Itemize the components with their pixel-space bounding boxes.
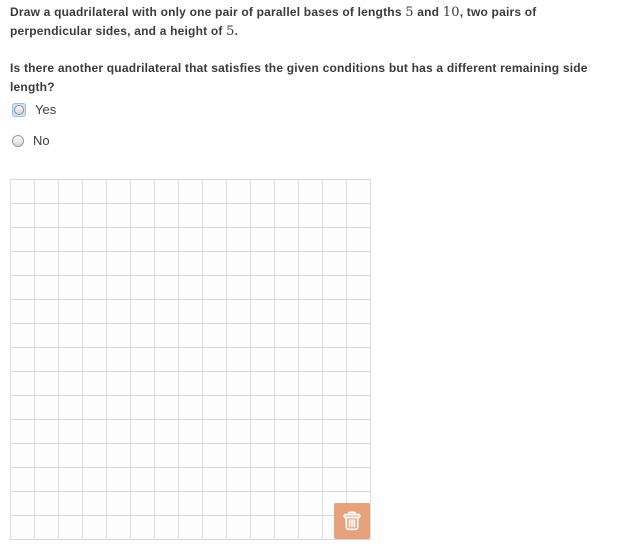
- question-prompt: [10, 3, 618, 41]
- delete-drawing-button[interactable]: [334, 503, 370, 539]
- prompt-text-2: and: [413, 5, 443, 19]
- drawing-grid-canvas[interactable]: [10, 179, 371, 540]
- radio-focus-ring: [12, 103, 26, 117]
- trash-icon: [340, 509, 364, 533]
- prompt-text-1: Draw a quadrilateral with only one pair of parallel bases of lengths: [10, 5, 406, 19]
- question-followup: Is there another quadrilateral that satisfies the given conditions but has a different remaining side length?: [10, 61, 588, 94]
- math-value-height: 5: [226, 24, 235, 39]
- option-label-yes: Yes: [35, 102, 57, 117]
- radio-yes[interactable]: [14, 105, 24, 115]
- prompt-text-4: .: [234, 24, 239, 38]
- option-label-no: No: [33, 133, 50, 148]
- math-value-base2: 10: [442, 5, 460, 20]
- option-row-no[interactable]: [12, 133, 50, 148]
- prompt-text-3: , two pairs of perpendicular sides, and a height of: [10, 5, 537, 38]
- option-row-yes[interactable]: [12, 102, 56, 117]
- radio-no[interactable]: [12, 135, 24, 147]
- math-value-base1: 5: [405, 5, 414, 20]
